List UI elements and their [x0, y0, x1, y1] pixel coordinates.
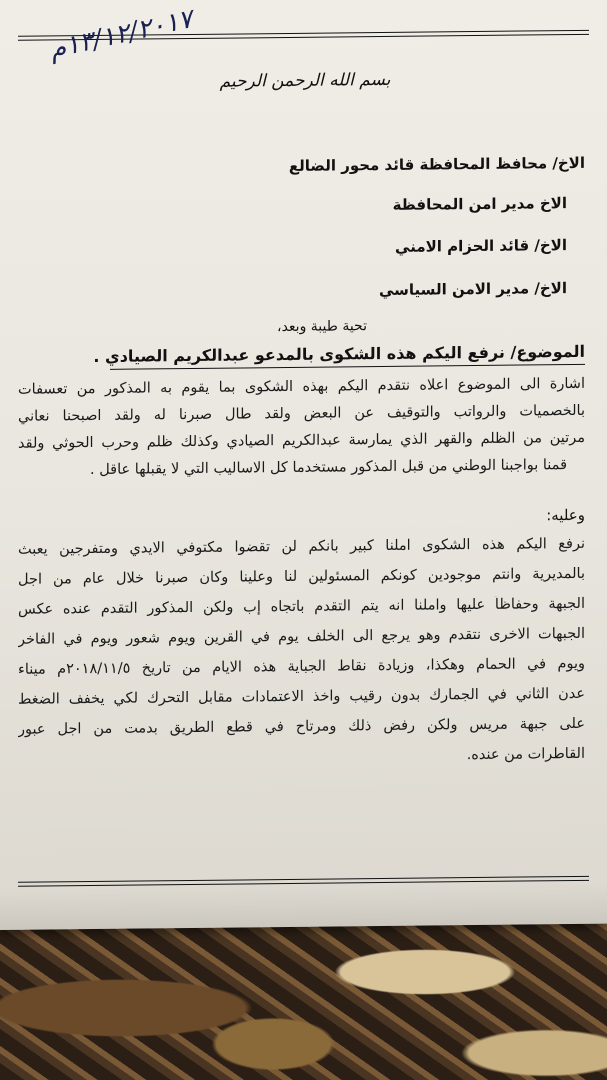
body-line: بالخصميات والرواتب والتوقيف عن البعض ولقد طال صبرنا له ولقد اصبحنا نعاني	[18, 402, 585, 425]
addressee-governor: الاخ/ محافظ المحافظة قائد محور الضالع	[288, 153, 585, 175]
paper-shadow	[0, 884, 607, 930]
handwritten-date: ١٣/١٢/٢٠١٧م	[46, 4, 196, 66]
conjunction-label: وعليه:	[546, 505, 585, 525]
body-line: ويوم في الحمام وهكذا، وزيادة نقاط الجباية هذه الايام من تاريخ ٢٠١٨/١١/٥م ميناء	[18, 655, 585, 678]
body-line: بالمديرية وانتم موجودين كونكم المسئولين لنا وعلينا وكان صبرنا خلال عام من اجل	[18, 565, 585, 588]
body-line: الجبهة وحفاظاً عليها واملنا انه يتم التقدم باتجاه إب ولكن المذكور التقدم عنده عكس	[18, 595, 585, 618]
body-line: على جبهة مريس ولكن رفض ذلك ومرتاح في قطع الطريق بدمت من اجل عبور	[18, 715, 585, 738]
body-line: عدن الثاني في الجمارك بدون رقيب واخذ الاعتمادات مقابل التحرك لكي يخفف الضغط	[18, 685, 585, 708]
greeting: تحية طيبة وبعد،	[277, 318, 367, 336]
body-line: الجبهات الاخرى نتقدم وهو يرجع الى الخلف يوم في القرين ويوم شعور ويوم في الفاخر	[18, 625, 585, 648]
body-line: نرفع اليكم هذه الشكوى املنا كبير بانكم لن تقضوا مكتوفي الايدي ومتفرجين يعبث	[18, 535, 585, 558]
body-line: القاطرات من عنده.	[466, 745, 585, 764]
body-line: مرتين من الظلم والقهر الذي يمارسة عبدالكريم الصيادي وكذلك ظلم وحرب الحوثي ولقد	[18, 429, 585, 452]
basmala-heading: بسم الله الرحمن الرحيم	[219, 69, 391, 92]
body-line: اشارة الى الموضوع اعلاه نتقدم اليكم بهذه الشكوى بما يقوم به المذكور من تعسفات	[18, 375, 585, 398]
addressee-security-director: الاخ مدير امن المحافظة	[392, 194, 567, 214]
addressee-political-security: الاخ/ مدير الامن السياسي	[379, 279, 567, 300]
addressee-security-belt: الاخ/ قائد الحزام الامني	[395, 236, 567, 256]
body-line: قمنا بواجبنا الوطني من قبل المذكور مستخدماً كل الاساليب التي لا يقبلها عاقل .	[89, 457, 567, 479]
subject-line: الموضوع/ نرفع اليكم هذه الشكوى بالمدعو عبدالكريم الصيادي .	[93, 341, 585, 367]
